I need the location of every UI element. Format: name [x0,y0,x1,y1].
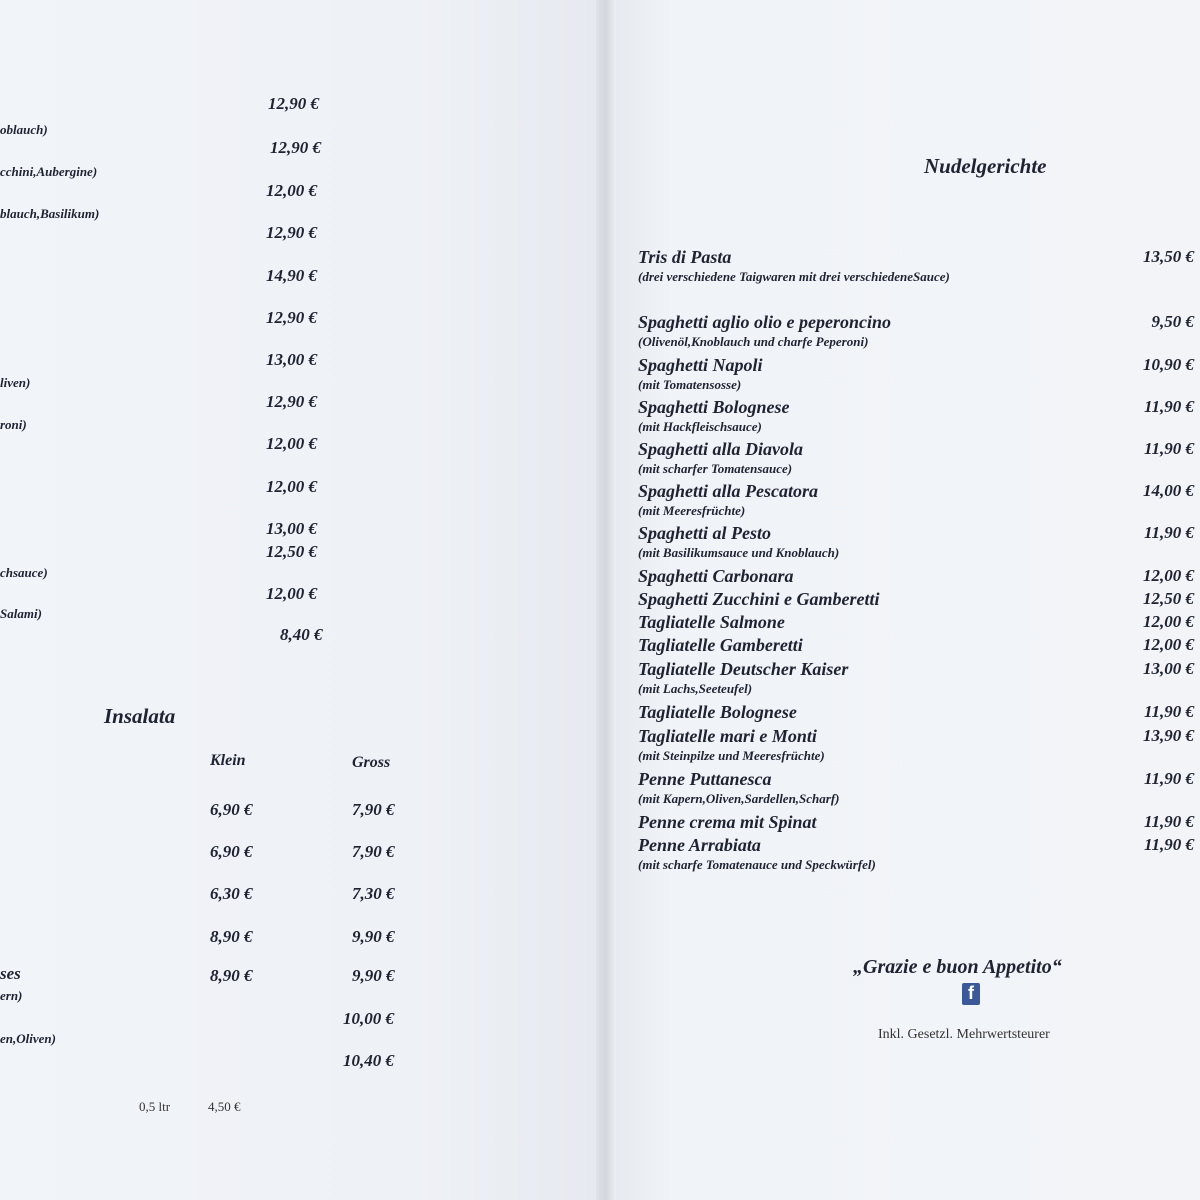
salad-price-gross: 9,90 € [352,927,395,946]
gross-column-header: Gross [352,754,391,771]
item-description: chsauce) [0,565,48,580]
vat-note: Inkl. Gesetzl. Mehrwertsteurer [878,1027,1050,1042]
pasta-item-name: Spaghetti Napoli [638,355,763,375]
pasta-item-description: (Olivenöl,Knoblauch und charfe Peperoni) [638,334,869,349]
pasta-item-name: Penne crema mit Spinat [638,812,817,832]
item-description: roni) [0,417,27,432]
salad-price-gross: 7,30 € [352,884,395,903]
pasta-item-name: Spaghetti alla Pescatora [638,481,818,501]
pasta-item-price: 9,50 € [1151,312,1194,331]
item-description: cchini,Aubergine) [0,164,98,179]
salad-price-gross: 10,40 € [343,1051,394,1070]
salad-description: ern) [0,988,23,1003]
closing-message: „Grazie e buon Appetito“ [853,956,1062,978]
drink-price: 4,50 € [208,1099,241,1114]
pasta-item-name: Penne Puttanesca [638,769,772,789]
item-price: 12,90 € [266,223,317,242]
klein-column-header: Klein [210,752,246,769]
pasta-item-description: (mit Steinpilze und Meeresfrüchte) [638,748,825,763]
pasta-item-name: Spaghetti Zucchini e Gamberetti [638,589,880,609]
pasta-item-description: (mit scharfer Tomatensauce) [638,461,793,476]
pasta-item-price: 13,50 € [1143,247,1194,266]
pasta-item-price: 12,00 € [1143,612,1194,631]
item-price: 12,90 € [266,308,317,327]
pasta-item-name: Penne Arrabiata [638,835,761,855]
pasta-item-price: 12,00 € [1143,635,1194,654]
pasta-item-description: (mit Lachs,Seeteufel) [638,681,753,696]
salad-description: en,Oliven) [0,1031,56,1046]
salad-price-klein: 6,30 € [210,884,253,903]
pasta-item-description: (mit Kapern,Oliven,Sardellen,Scharf) [638,791,840,806]
salad-price-klein: 8,90 € [210,966,253,985]
salad-price-gross: 7,90 € [352,800,395,819]
item-price: 12,00 € [266,181,317,200]
pasta-item-price: 12,00 € [1143,566,1194,585]
pasta-item-price: 13,00 € [1143,659,1194,678]
item-price: 8,40 € [280,625,323,644]
salad-price-gross: 7,90 € [352,842,395,861]
salad-price-klein: 6,90 € [210,800,253,819]
pasta-item-price: 11,90 € [1143,812,1194,831]
pasta-item-name: Tagliatelle Bolognese [638,702,797,722]
pasta-item-name: Spaghetti Carbonara [638,566,794,586]
pasta-item-name: Tagliatelle mari e Monti [638,726,817,746]
pasta-item-price: 12,50 € [1143,589,1194,608]
pasta-item-price: 11,90 € [1143,769,1194,788]
item-price: 14,90 € [266,266,317,285]
pasta-item-name: Spaghetti alla Diavola [638,439,804,459]
item-description: blauch,Basilikum) [0,206,100,221]
item-price: 13,00 € [266,519,317,538]
item-price: 12,50 € [266,542,317,561]
item-price: 12,00 € [266,584,317,603]
pasta-item-description: (mit Meeresfrüchte) [638,503,746,518]
pasta-item-price: 11,90 € [1143,702,1194,721]
item-price: 12,00 € [266,434,317,453]
item-price: 12,00 € [266,477,317,496]
pasta-item-name: Tagliatelle Deutscher Kaiser [638,659,849,679]
pasta-item-price: 11,90 € [1143,835,1194,854]
item-price: 13,00 € [266,350,317,369]
salad-name: ses [0,964,21,983]
pasta-item-price: 10,90 € [1143,355,1194,374]
pasta-item-price: 13,90 € [1143,726,1194,745]
pasta-item-name: Spaghetti Bolognese [638,397,790,417]
pasta-item-price: 11,90 € [1143,439,1194,458]
pasta-item-name: Spaghetti aglio olio e peperoncino [638,312,892,332]
pasta-item-name: Tagliatelle Gamberetti [638,635,803,655]
item-description: oblauch) [0,122,48,137]
pasta-item-price: 14,00 € [1143,481,1194,500]
facebook-icon: f [962,983,980,1005]
pasta-item-name: Tris di Pasta [638,247,732,267]
insalata-heading: Insalata [104,704,176,728]
pasta-item-name: Spaghetti al Pesto [638,523,772,543]
pasta-item-description: (mit Hackfleischsauce) [638,419,762,434]
item-price: 12,90 € [266,392,317,411]
page-fold [596,0,616,1200]
salad-price-klein: 6,90 € [210,842,253,861]
nudelgerichte-heading: Nudelgerichte [924,154,1047,178]
pasta-item-description: (drei verschiedene Taigwaren mit drei verschiedeneSauce) [638,269,950,284]
pasta-item-price: 11,90 € [1143,397,1194,416]
pasta-item-name: Tagliatelle Salmone [638,612,785,632]
drink-volume: 0,5 ltr [139,1099,171,1114]
pasta-item-price: 11,90 € [1143,523,1194,542]
item-description: liven) [0,375,31,390]
salad-price-gross: 10,00 € [343,1009,394,1028]
salad-price-klein: 8,90 € [210,927,253,946]
pasta-item-description: (mit scharfe Tomatenauce und Speckwürfel) [638,857,876,872]
item-price: 12,90 € [268,94,319,113]
pasta-item-description: (mit Tomatensosse) [638,377,742,392]
item-description: Salami) [0,606,42,621]
pasta-item-description: (mit Basilikumsauce und Knoblauch) [638,545,840,560]
salad-price-gross: 9,90 € [352,966,395,985]
item-price: 12,90 € [270,138,321,157]
